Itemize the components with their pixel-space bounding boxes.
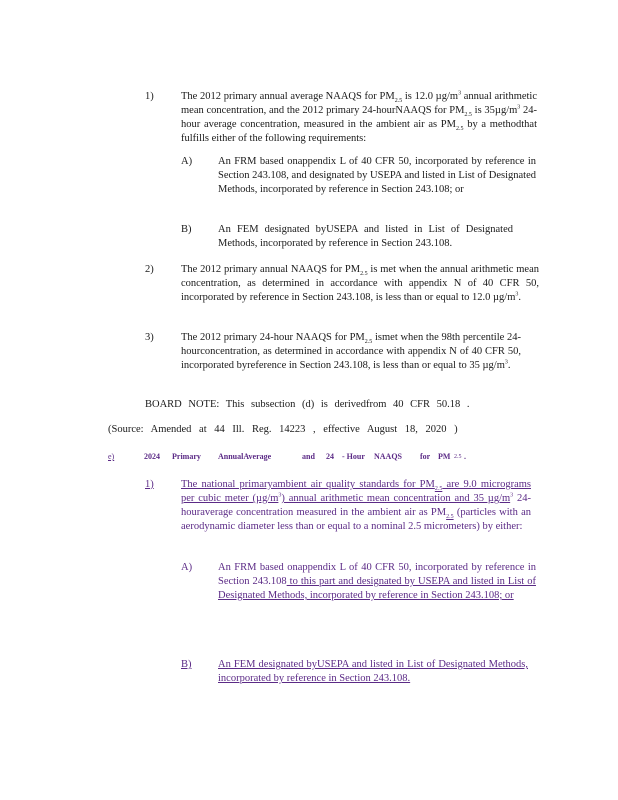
subscript: 2.5 — [364, 339, 373, 346]
superscript: 3 — [517, 104, 521, 111]
item-1-text-part: The 2012 primary annual average NAAQS for PM — [181, 91, 395, 102]
heading-word: - Hour — [342, 452, 365, 461]
heading-word: Primary — [172, 452, 201, 461]
item-1b-label: B) — [181, 224, 192, 235]
section-e-heading — [108, 452, 508, 464]
new-item-1a-text-part: to this part and designated by USEPA and listed in List of Designated Methods, incorporated by reference in Section 243.108; or — [218, 576, 536, 601]
board-note: BOARD NOTE: This subsection (d) is derivedfrom 40 CFR 50.18 . — [145, 399, 470, 410]
heading-word: . — [464, 452, 466, 461]
superscript: 3 — [510, 492, 514, 499]
new-item-1-text-part: ) annual arithmetic mean concentration and 35 µg/m — [281, 493, 511, 504]
new-item-1-number: 1) — [145, 479, 154, 490]
item-2-text-part: The 2012 primary annual NAAQS for PM — [181, 264, 361, 275]
item-1a-text: An FRM based onappendix L of 40 CFR 50, incorporated by reference in Section 243.108, and designated by USEPA and listed in List of Designated Methods, incorporated by reference in Section 243.108; or — [218, 156, 536, 195]
heading-word: for — [420, 452, 431, 461]
new-item-1-text-part: 24-houraverage concentration measured in the ambient air as PM — [181, 493, 531, 518]
heading-word: 24 — [326, 452, 334, 461]
item-3-number: 3) — [145, 332, 154, 343]
superscript: 3 — [504, 359, 508, 366]
item-3-text-part: . — [507, 360, 511, 371]
heading-letter: e) — [108, 452, 115, 461]
item-1-text-part: annual arithmetic mean concentration, and the 2012 primary 24-hourNAAQS for PM — [181, 91, 538, 116]
item-2-number: 2) — [145, 264, 154, 275]
item-1-text-part: by a methodthat fulfills either of the following requirements: — [181, 119, 537, 144]
source-note: (Source: Amended at 44 Ill. Reg. 14223 , effective August 18, 2020 ) — [108, 424, 458, 435]
new-item-1-text-part: are 9.0 micrograms per cubic meter (µg/m — [181, 479, 531, 504]
new-item-1a-text-part: An FRM based onappendix L of 40 CFR 50, incorporated by reference in Section 243.108 — [218, 562, 536, 587]
item-1b-text: An FEM designated byUSEPA and listed in List of Designated Methods, incorporated by reference in Section 243.108. — [218, 224, 513, 249]
subscript: 2.5 — [464, 112, 472, 119]
new-item-1a-label: A) — [181, 562, 193, 573]
heading-subscript: 2.5 — [454, 454, 462, 460]
item-1-text-part: 24-hour average concentration, measured in the ambient air as PM — [181, 105, 538, 130]
item-3-text-part: The 2012 primary 24-hour NAAQS for PM — [181, 332, 365, 343]
new-item-1-text-part: (particles with an aerodynamic diameter less than or equal to a nominal 2.5 micrometers) by either: — [181, 507, 531, 532]
item-3-text — [181, 331, 521, 373]
new-item-1-text-part: The national primaryambient air quality standards for PM — [181, 479, 435, 490]
subscript: 2.5 — [446, 514, 454, 521]
item-3-text-part: ismet when the 98th percentile 24-hourconcentration, as determined in accordance with appendix N of 40 CFR 50, incorporated byreference in Section 243.108, is less than or equal to 35 µg/m — [181, 332, 521, 371]
item-2-text-part: is met when the annual arithmetic mean concentration, as determined in accordance with appendix N of 40 CFR 50, incorporated by reference in Section 243.108, is less than or equal to 12.0 µg/m — [181, 264, 540, 303]
item-2-text — [181, 263, 539, 305]
heading-word: and — [302, 452, 315, 461]
heading-word: PM — [438, 452, 451, 461]
new-item-1b-label: B) — [181, 659, 192, 670]
subscript: 2.5 — [360, 271, 368, 278]
item-1-text-part: is 35µg/m — [471, 105, 518, 116]
new-item-1b-text: An FEM designated byUSEPA and listed in List of Designated Methods, incorporated by reference in Section 243.108. — [218, 659, 528, 684]
subscript: 2.5 — [456, 126, 464, 133]
superscript: 3 — [278, 492, 282, 499]
heading-year: 2024 — [144, 452, 160, 461]
item-2-text-part: . — [518, 292, 522, 303]
heading-word: NAAQS — [374, 452, 403, 461]
item-1-number: 1) — [145, 91, 154, 102]
item-1a-label: A) — [181, 156, 193, 167]
superscript: 3 — [458, 90, 462, 97]
subscript: 2.5 — [434, 486, 443, 493]
new-item-1-text — [181, 478, 531, 534]
superscript: 3 — [515, 291, 519, 298]
subscript: 2.5 — [394, 98, 403, 105]
item-1-text-part: is 12.0 µg/m — [402, 91, 459, 102]
new-item-1a-text — [218, 561, 536, 603]
heading-word: AnnualAverage — [218, 452, 272, 461]
item-1-text — [181, 90, 537, 146]
